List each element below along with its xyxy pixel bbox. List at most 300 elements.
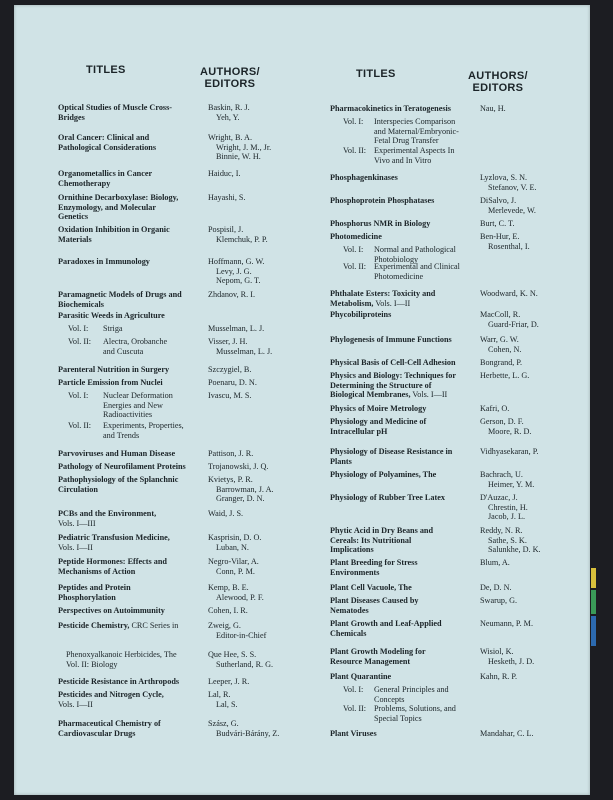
entry-authors <box>480 558 510 568</box>
entry-title <box>58 169 152 188</box>
title-text: Ornithine Decarboxylase: Biology, <box>58 193 179 202</box>
volume-label: Vol. I: <box>68 391 89 400</box>
entry-title <box>58 475 178 494</box>
header-line: EDITORS <box>472 82 524 94</box>
entry-title <box>330 493 445 503</box>
title-line <box>58 593 131 603</box>
author-name: Ben-Hur, E. <box>480 232 520 241</box>
author-name: Vidhyasekaran, P. <box>480 447 539 456</box>
title-text: Physics of Moire Metrology <box>330 404 427 413</box>
title-line <box>58 113 172 123</box>
author-name: Salunkhe, D. K. <box>488 545 541 555</box>
title-line: Alectra, Orobanche <box>103 337 168 346</box>
entry-title <box>66 650 177 669</box>
entry-title <box>58 378 163 388</box>
title-text: Phosphagenkinases <box>330 173 398 182</box>
right-authors-header <box>468 70 528 94</box>
entry-title <box>330 647 426 666</box>
author-name: Levy, J. G. <box>216 266 252 276</box>
title-text: Peptides and Protein <box>58 583 131 592</box>
title-text: Implications <box>330 545 374 555</box>
entry-title <box>330 596 418 615</box>
entry-title <box>58 677 179 687</box>
author-name: Wisiol, K. <box>480 647 514 656</box>
entry-authors <box>208 509 243 519</box>
entry-authors <box>480 335 521 354</box>
author-name: Rosenthal, I. <box>488 241 530 251</box>
volume-title <box>374 146 455 165</box>
entry-title <box>58 621 178 631</box>
title-line <box>58 719 161 729</box>
title-line <box>58 300 182 310</box>
title-line <box>330 289 435 299</box>
title-text: Environments <box>330 567 380 577</box>
title-text: Phosphoprotein Phosphatases <box>330 196 435 205</box>
title-line: Problems, Solutions, and <box>374 704 456 713</box>
title-line <box>330 299 435 309</box>
title-line <box>330 371 456 381</box>
entry-title <box>330 371 456 400</box>
author-name: Stefanov, V. E. <box>488 182 537 192</box>
author-name: Trojanowski, J. Q. <box>208 462 269 471</box>
title-text: Physiology of Rubber Tree Latex <box>330 493 445 502</box>
title-line <box>330 606 418 616</box>
title-line <box>58 677 179 687</box>
entry-title <box>58 606 165 616</box>
title-text: Pediatric Transfusion Medicine, <box>58 533 170 542</box>
entry-title <box>58 103 172 122</box>
title-line <box>330 457 452 467</box>
volume-label: Vol. I: <box>343 117 364 126</box>
author-name: Musselman, L. J. <box>208 324 265 333</box>
entry-title <box>330 619 442 638</box>
author-name: Musselman, L. J. <box>216 346 273 356</box>
title-text: Physiology of Disease Resistance in <box>330 447 453 456</box>
title-text: Bridges <box>58 112 85 122</box>
entry-authors <box>480 289 538 299</box>
title-line <box>58 169 152 179</box>
title-line <box>330 583 412 593</box>
entry-authors <box>208 650 273 669</box>
author-name: Cohen, N. <box>488 344 522 354</box>
title-line <box>330 629 442 639</box>
entry-title <box>330 558 418 577</box>
entry-authors <box>480 672 517 682</box>
title-text: Plant Quarantine <box>330 672 392 681</box>
title-text: Peptide Hormones: Effects and <box>58 557 167 566</box>
title-text: Physical Basis of Cell-Cell Adhesion <box>330 358 456 367</box>
title-line: Normal and Pathological <box>374 245 456 254</box>
header-line: AUTHORS/ <box>200 66 260 78</box>
volume-label: Vol. II: <box>343 146 367 155</box>
author-name: Zweig, G. <box>208 621 241 630</box>
entry-authors <box>480 219 515 229</box>
volumes-note: Vols. I—II <box>373 298 411 308</box>
title-line: and Cuscuta <box>103 346 144 356</box>
entry-authors <box>208 324 264 334</box>
entry-title <box>330 526 433 555</box>
entry-authors <box>208 337 272 356</box>
author-name: Hayashi, S. <box>208 193 246 202</box>
author-name: De, D. N. <box>480 583 512 592</box>
title-text: Circulation <box>58 484 98 494</box>
title-text: Plant Diseases Caused by <box>330 596 419 605</box>
author-name: Conn, P. M. <box>216 566 255 576</box>
title-line <box>58 533 170 543</box>
author-name: Leeper, J. R. <box>208 677 250 686</box>
title-text: Determining the Structure of <box>330 380 432 390</box>
volume-label: Vol. II: <box>68 421 92 430</box>
author-name: Haiduc, I. <box>208 169 241 178</box>
title-text: Organometallics in Cancer <box>58 169 153 178</box>
author-name: Blum, A. <box>480 558 510 567</box>
author-name: Lal, R. <box>208 690 231 699</box>
author-name: Bachrach, U. <box>480 470 523 479</box>
entry-title <box>58 583 131 602</box>
title-line <box>58 311 165 321</box>
volume-label: Vol. I: <box>68 324 89 333</box>
title-text: Parenteral Nutrition in Surgery <box>58 365 170 374</box>
title-line <box>58 179 152 189</box>
title-line <box>58 235 170 245</box>
entry-authors <box>480 104 506 114</box>
volumes-note: Vols. I—II <box>58 542 93 552</box>
title-line <box>330 404 426 414</box>
title-line <box>330 536 433 546</box>
entry-title <box>58 690 164 709</box>
entry-title <box>58 257 150 267</box>
title-line <box>330 596 418 606</box>
entry-title <box>330 310 391 320</box>
title-text: Plant Viruses <box>330 729 377 738</box>
title-line: Fetal Drug Transfer <box>374 136 439 146</box>
author-name: Swarup, G. <box>480 596 518 605</box>
title-line <box>330 335 452 345</box>
author-name: Kasprisin, D. O. <box>208 533 262 542</box>
author-name: Guard-Friar, D. <box>488 319 539 329</box>
title-text: Pesticide Chemistry, <box>58 621 130 630</box>
title-text: Phosphorus NMR in Biology <box>330 219 431 228</box>
author-name: Jacob, J. L. <box>488 512 526 522</box>
title-line: Radioactivities <box>103 410 153 420</box>
yellow-index-tab <box>591 568 596 588</box>
entry-authors <box>480 404 509 414</box>
entry-title <box>330 219 430 229</box>
title-line <box>330 470 436 480</box>
author-name: Visser, J. H. <box>208 337 248 346</box>
author-name: Kvietys, P. R. <box>208 475 253 484</box>
title-text: Phosphorylation <box>58 592 116 602</box>
title-text: Nematodes <box>330 605 369 615</box>
entry-title <box>330 672 391 682</box>
title-line <box>330 173 398 183</box>
title-line: Concepts <box>374 694 405 704</box>
author-name: Hesketh, J. D. <box>488 656 535 666</box>
entry-authors <box>208 621 266 640</box>
title-line: Special Topics <box>374 713 422 723</box>
title-text: Chemotherapy <box>58 178 111 188</box>
blue-index-tab <box>591 616 596 646</box>
entry-authors <box>208 557 259 576</box>
author-name: Pattison, J. R. <box>208 449 254 458</box>
author-name: Alewood, P. F. <box>216 592 264 602</box>
title-text: Plants <box>330 456 352 466</box>
title-line <box>330 381 456 391</box>
title-line: Nuclear Deformation <box>103 391 173 400</box>
author-name: Szczygiel, B. <box>208 365 252 374</box>
entry-title <box>58 449 175 459</box>
title-line: Photobiology <box>374 254 419 264</box>
title-text: Phytic Acid in Dry Beans and <box>330 526 434 535</box>
entry-title <box>330 417 426 436</box>
title-text: Phycobiliproteins <box>330 310 392 319</box>
author-name: Wright, B. A. <box>208 133 253 142</box>
author-name: Baskin, R. J. <box>208 103 250 112</box>
title-text: Plant Breeding for Stress <box>330 558 418 567</box>
title-line: and Maternal/Embryonic- <box>374 126 459 136</box>
entry-title <box>330 104 451 114</box>
title-line <box>66 660 177 670</box>
author-name: Heimer, Y. M. <box>488 479 535 489</box>
entry-authors <box>208 677 249 687</box>
title-text: Enzymology, and Molecular <box>58 202 157 212</box>
author-name: Nau, H. <box>480 104 506 113</box>
title-line <box>330 493 445 503</box>
title-line <box>58 143 156 153</box>
title-line <box>58 365 169 375</box>
entry-authors <box>208 103 250 122</box>
entry-title <box>58 193 178 222</box>
entry-authors <box>480 310 539 329</box>
volume-title <box>103 391 173 420</box>
title-text: Cardiovascular Drugs <box>58 728 136 738</box>
author-name: MacColl, R. <box>480 310 521 319</box>
volume-title <box>103 324 123 334</box>
title-line: Photomedicine <box>374 271 424 281</box>
volume-label: Vol. II: <box>343 704 367 713</box>
title-text: Pathology of Neurofilament Proteins <box>58 462 186 471</box>
title-line: General Principles and <box>374 685 449 694</box>
right-titles-header: TITLES <box>356 68 396 80</box>
title-line <box>58 203 178 213</box>
author-name: Ivascu, M. S. <box>208 391 252 400</box>
title-text: Plant Cell Vacuole, The <box>330 583 412 592</box>
title-text: Physics and Biology: Techniques for <box>330 371 457 380</box>
author-name: Waid, J. S. <box>208 509 244 518</box>
title-text: Intracellular pH <box>330 426 388 436</box>
author-name: Luban, N. <box>216 542 249 552</box>
entry-authors <box>480 647 534 666</box>
title-text: Particle Emission from Nuclei <box>58 378 163 387</box>
entry-title <box>330 447 452 466</box>
title-line: Experimental and Clinical <box>374 262 460 271</box>
entry-authors <box>208 257 264 286</box>
author-name: Cohen, I. R. <box>208 606 248 615</box>
title-line <box>330 447 452 457</box>
entry-title <box>58 225 170 244</box>
volume-title <box>374 704 456 723</box>
author-name: Warr, G. W. <box>480 335 519 344</box>
entry-authors <box>208 193 246 203</box>
entry-authors <box>208 365 251 375</box>
author-name: D'Auzac, J. <box>480 493 518 502</box>
entry-authors <box>208 133 271 162</box>
title-line <box>58 449 175 459</box>
author-name: Budvári-Bárány, Z. <box>216 728 280 738</box>
title-line: Experimental Aspects In <box>374 146 455 155</box>
author-name: DiSalvo, J. <box>480 196 517 205</box>
entry-authors <box>208 449 253 459</box>
title-line <box>330 672 391 682</box>
entry-title <box>58 557 167 576</box>
entry-authors <box>480 526 541 555</box>
title-line <box>330 232 382 242</box>
title-line <box>330 104 451 114</box>
series-note: CRC Series in <box>129 621 179 630</box>
entry-title <box>58 311 165 321</box>
title-text: Parasitic Weeds in Agriculture <box>58 311 165 320</box>
title-line <box>58 567 167 577</box>
entry-authors <box>480 729 534 739</box>
title-line: and Trends <box>103 430 140 440</box>
entry-authors <box>208 225 268 244</box>
title-line <box>58 257 150 267</box>
title-text: Mechanisms of Action <box>58 566 136 576</box>
entry-authors <box>480 196 536 215</box>
title-line <box>330 417 426 427</box>
header-line: EDITORS <box>204 78 256 90</box>
title-text: Photomedicine <box>330 232 382 241</box>
entry-title <box>330 335 452 345</box>
author-name: Binnie, W. H. <box>216 152 261 162</box>
entry-authors <box>480 470 534 489</box>
entry-title <box>330 729 377 739</box>
title-line: Experiments, Properties, <box>103 421 184 430</box>
title-text: Genetics <box>58 212 89 222</box>
title-line <box>330 358 456 368</box>
title-line <box>330 647 426 657</box>
author-name: Negro-Vilar, A. <box>208 557 259 566</box>
entry-authors <box>480 358 522 368</box>
title-line <box>58 557 167 567</box>
author-name: Reddy, N. R. <box>480 526 523 535</box>
title-line <box>58 729 161 739</box>
title-line <box>330 526 433 536</box>
entry-title <box>330 232 382 242</box>
title-text: Materials <box>58 234 92 244</box>
entry-title <box>330 289 435 308</box>
author-name: Pospisil, J. <box>208 225 244 234</box>
title-line <box>330 390 456 400</box>
title-text: Plant Growth and Leaf-Applied <box>330 619 442 628</box>
entry-authors <box>480 447 538 457</box>
entry-title <box>58 462 186 472</box>
title-line <box>58 485 178 495</box>
entry-authors <box>208 690 238 709</box>
volume-label: Vol. I: <box>343 245 364 254</box>
volume-title <box>374 262 460 281</box>
author-name: Neumann, P. M. <box>480 619 533 628</box>
author-name: Lal, S. <box>216 699 238 709</box>
entry-authors <box>208 719 279 738</box>
entry-authors <box>208 391 251 401</box>
title-line <box>330 558 418 568</box>
title-text: Biological Membranes, <box>330 390 411 400</box>
title-line: Striga <box>103 324 123 333</box>
entry-authors <box>480 173 537 192</box>
entry-authors <box>208 378 257 388</box>
title-text: Oral Cancer: Clinical and <box>58 133 150 142</box>
author-name: Klemchuk, P. P. <box>216 234 268 244</box>
author-name: Merlevede, W. <box>488 205 536 215</box>
title-line <box>330 657 426 667</box>
author-name: Mandahar, C. L. <box>480 729 534 738</box>
title-line <box>330 545 433 555</box>
title-text: Pesticides and Nitrogen Cycle, <box>58 690 164 699</box>
title-text: Oxidation Inhibition in Organic <box>58 225 170 234</box>
title-line <box>58 225 170 235</box>
title-text: Pharmaceutical Chemistry of <box>58 719 161 728</box>
entry-authors <box>480 493 528 522</box>
author-name: Que Hee, S. S. <box>208 650 257 659</box>
volumes-note: Vols. I—III <box>58 518 96 528</box>
title-text: Chemicals <box>330 628 367 638</box>
entry-title <box>330 583 412 593</box>
title-line: Vivo and In Vitro <box>374 155 432 165</box>
volumes-note: Vols. I—II <box>410 390 448 400</box>
entry-authors <box>480 371 529 381</box>
title-text: Perspectives on Autoimmunity <box>58 606 165 615</box>
entry-authors <box>208 462 268 472</box>
entry-title <box>330 470 436 480</box>
volume-title <box>374 117 459 146</box>
author-name: Wright, J. M., Jr. <box>216 142 272 152</box>
entry-authors <box>208 475 274 504</box>
author-name: Kemp, B. E. <box>208 583 249 592</box>
author-name: Sathe, S. K. <box>488 535 527 545</box>
title-text: Physiology and Medicine of <box>330 417 427 426</box>
title-line <box>58 475 178 485</box>
title-text: Pesticide Resistance in Arthropods <box>58 677 180 686</box>
title-text: Parvoviruses and Human Disease <box>58 449 176 458</box>
author-name: Chrestin, H. <box>488 502 528 512</box>
title-line <box>66 650 177 660</box>
author-name: Barrowman, J. A. <box>216 484 274 494</box>
author-name: Hoffmann, G. W. <box>208 257 265 266</box>
title-text: PCBs and the Environment, <box>58 509 157 518</box>
entry-title <box>330 404 426 414</box>
author-name: Bongrand, P. <box>480 358 523 367</box>
author-name: Lyzlova, S. N. <box>480 173 528 182</box>
title-text: Metabolism, <box>330 298 374 308</box>
title-line <box>58 378 163 388</box>
title-line <box>58 103 172 113</box>
author-name: Granger, D. N. <box>216 494 265 504</box>
entry-authors <box>480 583 512 593</box>
author-name: Moore, R. D. <box>488 426 532 436</box>
title-line <box>58 193 178 203</box>
author-name: Szász, G. <box>208 719 239 728</box>
entry-title <box>58 365 169 375</box>
title-line <box>58 621 178 631</box>
title-text: Pathological Considerations <box>58 142 157 152</box>
entry-title <box>330 196 434 206</box>
volume-title <box>374 685 449 704</box>
title-line <box>330 427 426 437</box>
title-line <box>58 212 178 222</box>
title-line <box>58 133 156 143</box>
author-name: Kafri, O. <box>480 404 510 413</box>
